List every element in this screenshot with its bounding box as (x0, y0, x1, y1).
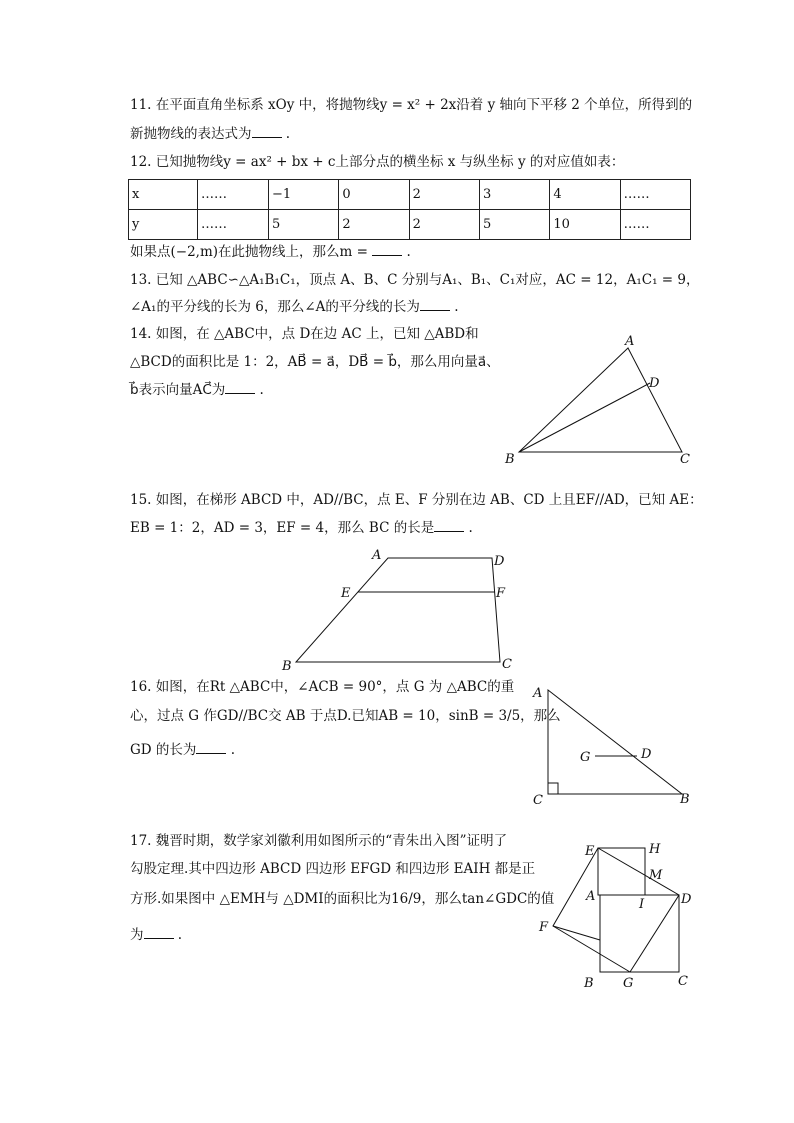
table-cell: 5 (479, 210, 549, 240)
q15-line1: 15. 如图，在梯形 ABCD 中，AD//BC，点 E、F 分别在边 AB、CD 上且EF//AD，已知 AE： (130, 492, 703, 508)
label-d: D (681, 892, 692, 907)
label-a: A (533, 686, 543, 701)
q15-line2: EB = 1：2，AD = 3，EF = 4，那么 BC 的长是 . (130, 520, 473, 536)
q13-line2: ∠A₁的平分线的长为 6，那么∠A的平分线的长为 . (130, 299, 459, 315)
q16-line2: 心，过点 G 作GD//BC交 AB 于点D.已知AB = 10，sinB = 3/5，那么 (130, 708, 561, 724)
table-cell: x (129, 180, 198, 210)
label-e: E (341, 586, 351, 601)
q17-line3: 方形.如果图中 △EMH与 △DMI的面积比为16/9，那么tan∠GDC的值 (130, 891, 555, 907)
square-efgd (553, 848, 679, 972)
table-cell: 10 (550, 210, 620, 240)
q14-line3: b⃗表示向量AC⃗为 . (130, 382, 264, 398)
label-h: H (649, 842, 661, 857)
label-f: F (539, 920, 549, 935)
label-e: E (585, 844, 595, 859)
table-cell: …… (620, 210, 690, 240)
q11-line1: 11. 在平面直角坐标系 xOy 中，将抛物线y = x² + 2x沿着 y 轴向下平移 2 个单位，所得到的 (130, 97, 693, 113)
table-cell: y (129, 210, 198, 240)
q14-line2: △BCD的面积比是 1：2，AB⃗ = a⃗，DB⃗ = b⃗，那么用向量a⃗、 (130, 354, 500, 370)
q11-line2: 新抛物线的表达式为 . (130, 126, 291, 142)
table-cell: 3 (479, 180, 549, 210)
label-c: C (678, 974, 688, 989)
q12-line2: 如果点(−2,m)在此抛物线上，那么m = . (130, 244, 411, 260)
segment-f-b (553, 926, 600, 940)
label-f: F (496, 586, 506, 601)
label-c: C (502, 657, 512, 672)
table-cell: 2 (409, 210, 479, 240)
label-g: G (623, 976, 634, 991)
label-d: D (494, 554, 505, 569)
q16-line3: GD 的长为 . (130, 742, 235, 758)
label-d: D (649, 376, 660, 391)
label-a: A (586, 889, 596, 904)
q16-line1: 16. 如图，在Rt △ABC中，∠ACB = 90°，点 G 为 △ABC的重 (130, 679, 515, 695)
table-cell: 4 (550, 180, 620, 210)
label-a: A (372, 548, 382, 563)
label-b: B (584, 976, 594, 991)
table-cell: …… (198, 210, 269, 240)
label-b: B (680, 792, 690, 807)
table-cell: 2 (409, 180, 479, 210)
label-d: D (641, 747, 652, 762)
label-g: G (580, 750, 591, 765)
q12-line1: 12. 已知抛物线y = ax² + bx + c上部分点的横坐标 x 与纵坐标 y 的对应值如表： (130, 154, 625, 170)
q14-line1: 14. 如图，在 △ABC中，点 D在边 AC 上，已知 △ABD和 (130, 326, 479, 342)
table-cell: …… (620, 180, 690, 210)
table-cell: −1 (269, 180, 339, 210)
label-m: M (649, 868, 663, 883)
table-cell: 2 (339, 210, 409, 240)
label-c: C (680, 452, 690, 467)
q17-line2: 勾股定理.其中四边形 ABCD 四边形 EFGD 和四边形 EAIH 都是正 (130, 861, 536, 877)
label-i: I (639, 897, 645, 912)
q17-line1: 17. 魏晋时期，数学家刘徽利用如图所示的“青朱出入图”证明了 (130, 833, 508, 849)
label-a: A (625, 334, 635, 349)
table-cell: 5 (269, 210, 339, 240)
table-cell: 0 (339, 180, 409, 210)
table-cell: …… (198, 180, 269, 210)
label-b: B (282, 659, 292, 674)
label-b: B (505, 452, 515, 467)
q17-line4: 为 . (130, 927, 183, 943)
q13-line1: 13. 已知 △ABC∽△A₁B₁C₁，顶点 A、B、C 分别与A₁、B₁、C₁对应，AC = 12，A₁C₁ = 9， (130, 272, 700, 288)
label-c: C (533, 793, 543, 808)
